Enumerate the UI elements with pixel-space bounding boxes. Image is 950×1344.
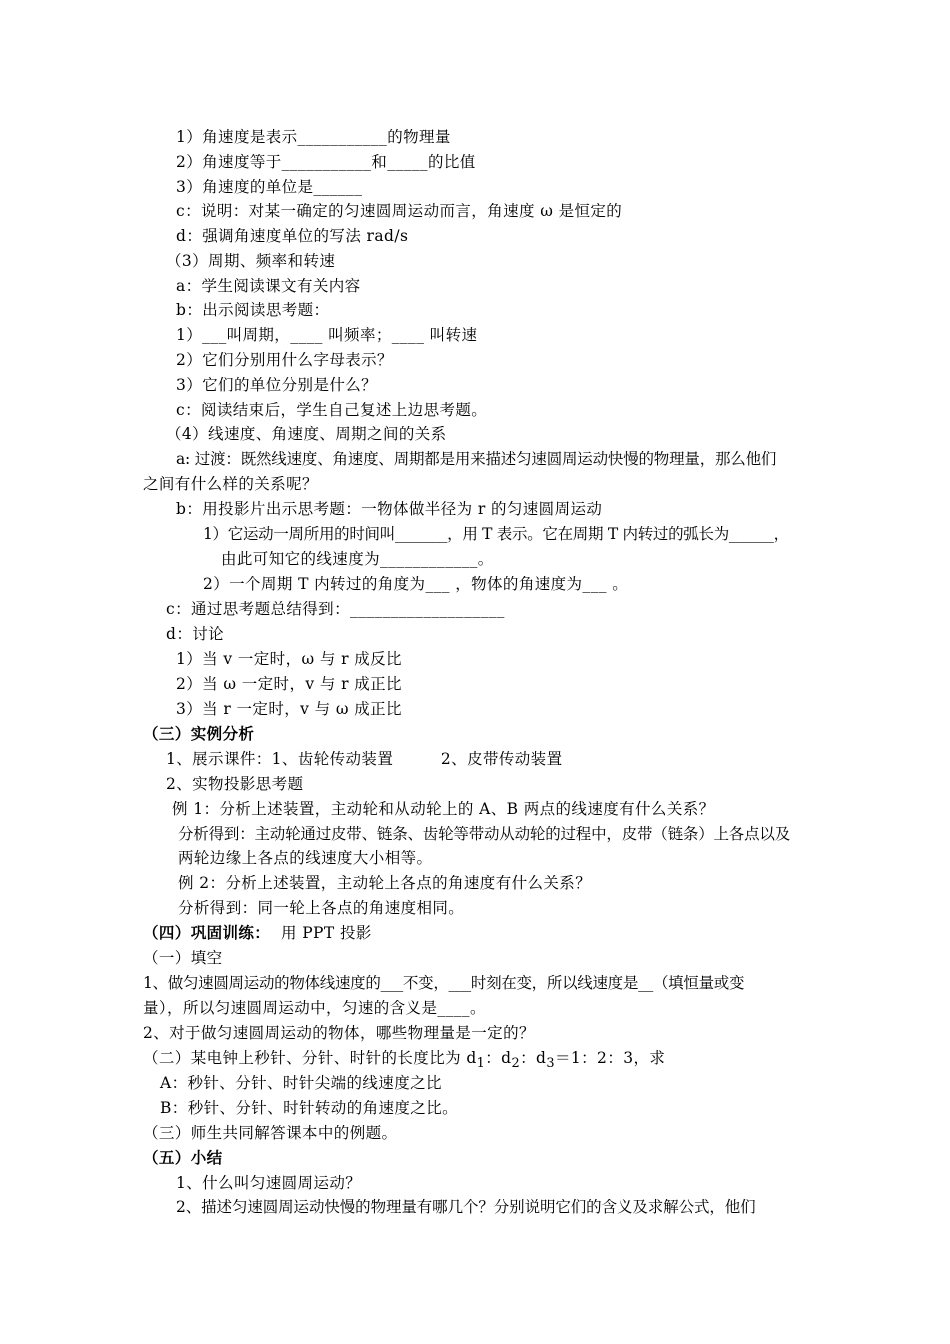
text-line: （一）填空: [143, 949, 223, 967]
text-line: [143, 1047, 665, 1075]
text-line: 3）当 r 一定时，v 与 ω 成正比: [176, 700, 402, 718]
text-line: 之间有什么样的关系呢？: [143, 475, 318, 493]
section-heading: （三）实例分析: [143, 724, 255, 743]
text-line: 1）当 v 一定时，ω 与 r 成反比: [176, 650, 402, 668]
text-line: 2、描述匀速圆周运动快慢的物理量有哪几个？分别说明它们的含义及求解公式，他们: [176, 1198, 756, 1216]
text-line: （三）师生共同解答课本中的例题。: [143, 1124, 398, 1142]
text-line: 2、对于做匀速圆周运动的物体，哪些物理量是一定的？: [143, 1024, 535, 1042]
subscript: 1: [476, 1056, 486, 1072]
text-line: （4）线速度、角速度、周期之间的关系: [166, 425, 447, 443]
text-line: c：阅读结束后，学生自己复述上边思考题。: [176, 401, 488, 419]
text-line: 1、做匀速圆周运动的物体线速度的___不变，___时刻在变，所以线速度是__（填恒量或变: [143, 974, 745, 992]
subscript: 2: [511, 1056, 521, 1072]
text-line: 用 PPT 投影: [281, 924, 372, 942]
text-line: d：强调角速度单位的写法 rad/s: [176, 227, 409, 245]
text-segment: （二）某电钟上秒针、分针、时针的长度比为 d: [143, 1049, 477, 1067]
text-line: d：讨论: [166, 625, 225, 643]
text-segment: ：d: [520, 1049, 547, 1067]
text-line: 2）当 ω 一定时，v 与 r 成正比: [176, 675, 402, 693]
text-segment: ：d: [485, 1049, 512, 1067]
text-line: 例 1：分析上述装置，主动轮和从动轮上的 A、B 两点的线速度有什么关系？: [172, 800, 715, 818]
text-line: c：通过思考题总结得到：___________________: [166, 600, 505, 618]
section-heading: （四）巩固训练：: [143, 923, 271, 942]
text-line: 分析得到：主动轮通过皮带、链条、齿轮等带动从动轮的过程中，皮带（链条）上各点以及: [178, 825, 791, 843]
text-line: （3）周期、频率和转速: [166, 252, 336, 270]
text-line: c：说明：对某一确定的匀速圆周运动而言，角速度 ω 是恒定的: [176, 202, 623, 220]
text-line: 1）它运动一周所用的时间叫_______，用 T 表示。它在周期 T 内转过的弧长为______，: [203, 525, 789, 543]
section-heading: （五）小结: [143, 1148, 223, 1167]
text-line: 1）___叫周期，____ 叫频率；____ 叫转速: [176, 326, 478, 344]
text-line: a：学生阅读课文有关内容: [176, 277, 361, 295]
text-line: 1、什么叫匀速圆周运动？: [176, 1174, 362, 1192]
text-line: a: 过渡：既然线速度、角速度、周期都是用来描述匀速圆周运动快慢的物理量，那么他们: [176, 450, 777, 468]
text-line: 量），所以匀速圆周运动中，匀速的含义是____。: [143, 999, 486, 1017]
text-line: 2）它们分别用什么字母表示？: [176, 351, 393, 369]
text-line: A：秒针、分针、时针尖端的线速度之比: [160, 1074, 442, 1092]
text-line: b：用投影片出示思考题：一物体做半径为 r 的匀速圆周运动: [176, 500, 603, 518]
text-line: B：秒针、分针、时针转动的角速度之比。: [160, 1099, 458, 1117]
text-line: 2）角速度等于___________和_____的比值: [176, 153, 476, 171]
text-line: b：出示阅读思考题：: [176, 301, 330, 319]
text-line: 2）一个周期 T 内转过的角度为___ ，物体的角速度为___ 。: [203, 575, 629, 593]
text-line: 2、实物投影思考题: [166, 775, 304, 793]
subscript: 3: [546, 1056, 555, 1072]
text-line: 两轮边缘上各点的线速度大小相等。: [178, 849, 433, 867]
text-line: 3）它们的单位分别是什么？: [176, 376, 378, 394]
text-line: 3）角速度的单位是______: [176, 178, 363, 196]
text-line: 例 2：分析上述装置，主动轮上各点的角速度有什么关系？: [178, 874, 592, 892]
text-line: 1）角速度是表示___________的物理量: [176, 128, 451, 146]
text-line: 1、展示课件：1、齿轮传动装置 2、皮带传动装置: [166, 750, 563, 768]
text-segment: ＝1：2：3，求: [555, 1049, 666, 1067]
text-line: 由此可知它的线速度为____________。: [221, 550, 494, 568]
text-line: 分析得到：同一轮上各点的角速度相同。: [178, 899, 465, 917]
